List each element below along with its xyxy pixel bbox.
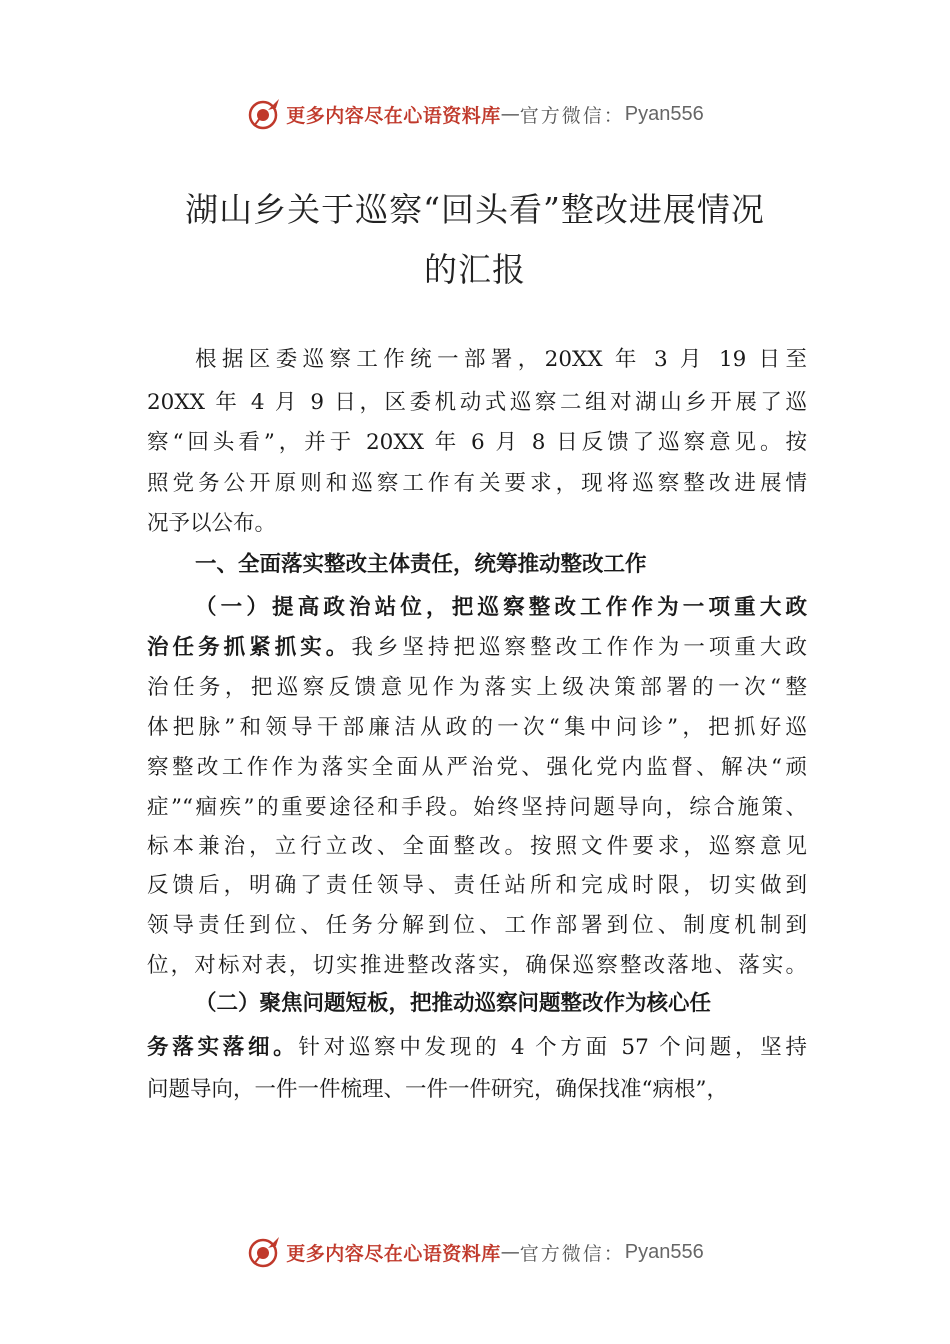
body-line: 领导责任到位、任务分解到位、工作部署到位、制度机制到 xyxy=(147,913,807,938)
body-line: 体把脉”和领导干部廉洁从政的一次“集中问诊”，把抓好巡 xyxy=(147,715,807,740)
body-line: 根据区委巡察工作统一部署，20XX 年 3 月 19 日至 xyxy=(195,347,807,372)
body-line: 反馈后，明确了责任领导、责任站所和完成时限，切实做到 xyxy=(147,873,807,898)
body-text: 我乡坚持把巡察整改工作作为一项重大政 xyxy=(351,635,807,660)
subsection-heading-1: （一）提高政治站位，把巡察整改工作作为一项重大政 xyxy=(195,595,807,620)
subsection-heading-2: （二）聚焦问题短板，把推动巡察问题整改作为核心任 xyxy=(195,991,712,1016)
section-heading-1: 一、全面落实整改主体责任，统筹推动整改工作 xyxy=(195,552,647,577)
body-line: 察整改工作作为落实全面从严治党、强化党内监督、解决“顽 xyxy=(147,755,807,780)
body-line xyxy=(147,1028,807,1068)
body-line: 症”“痼疾”的重要途径和手段。始终坚持问题导向，综合施策、 xyxy=(147,795,807,820)
watermark-wechat-label: 官方微信： xyxy=(519,104,625,127)
body-text: 针对巡察中发现的 4 个方面 57 个问题，坚持 xyxy=(298,1035,807,1060)
subsection-heading-2-end: 务落实落细。 xyxy=(147,1035,299,1060)
quill-pen-logo-icon xyxy=(246,1234,282,1270)
watermark-dash: — xyxy=(500,103,520,125)
body-line: 察“回头看”，并于 20XX 年 6 月 8 日反馈了巡察意见。按 xyxy=(147,430,807,455)
body-line: 况予以公布。 xyxy=(147,511,277,536)
watermark-banner-top xyxy=(0,94,950,134)
body-line xyxy=(147,628,807,668)
watermark-brand: 更多内容尽在心语资料库 xyxy=(286,1242,501,1265)
body-line: 位，对标对表，切实推进整改落实，确保巡察整改落地、落实。 xyxy=(147,953,807,978)
body-line: 照党务公开原则和巡察工作有关要求，现将巡察整改进展情 xyxy=(147,471,807,496)
body-line: 治任务，把巡察反馈意见作为落实上级决策部署的一次“整 xyxy=(147,675,807,700)
watermark-wechat-id: Pyan556 xyxy=(624,1240,704,1263)
document-title-line-2: 的汇报 xyxy=(424,250,526,289)
body-line: 标本兼治，立行立改、全面整改。按照文件要求，巡察意见 xyxy=(147,834,807,859)
body-line: 20XX 年 4 月 9 日，区委机动式巡察二组对湖山乡开展了巡 xyxy=(147,390,807,415)
watermark-dash: — xyxy=(500,1241,520,1263)
watermark-wechat-id: Pyan556 xyxy=(624,102,704,125)
subsection-heading-1-end: 治任务抓紧抓实。 xyxy=(147,635,352,660)
watermark-banner-bottom xyxy=(0,1232,950,1272)
watermark-brand: 更多内容尽在心语资料库 xyxy=(286,104,501,127)
body-line: 问题导向，一件一件梳理、一件一件研究，确保找准“病根”， xyxy=(147,1077,728,1102)
watermark-wechat-label: 官方微信： xyxy=(519,1242,625,1265)
document-title-line-1: 湖山乡关于巡察“回头看”整改进展情况 xyxy=(185,190,765,229)
quill-pen-logo-icon xyxy=(246,96,282,132)
